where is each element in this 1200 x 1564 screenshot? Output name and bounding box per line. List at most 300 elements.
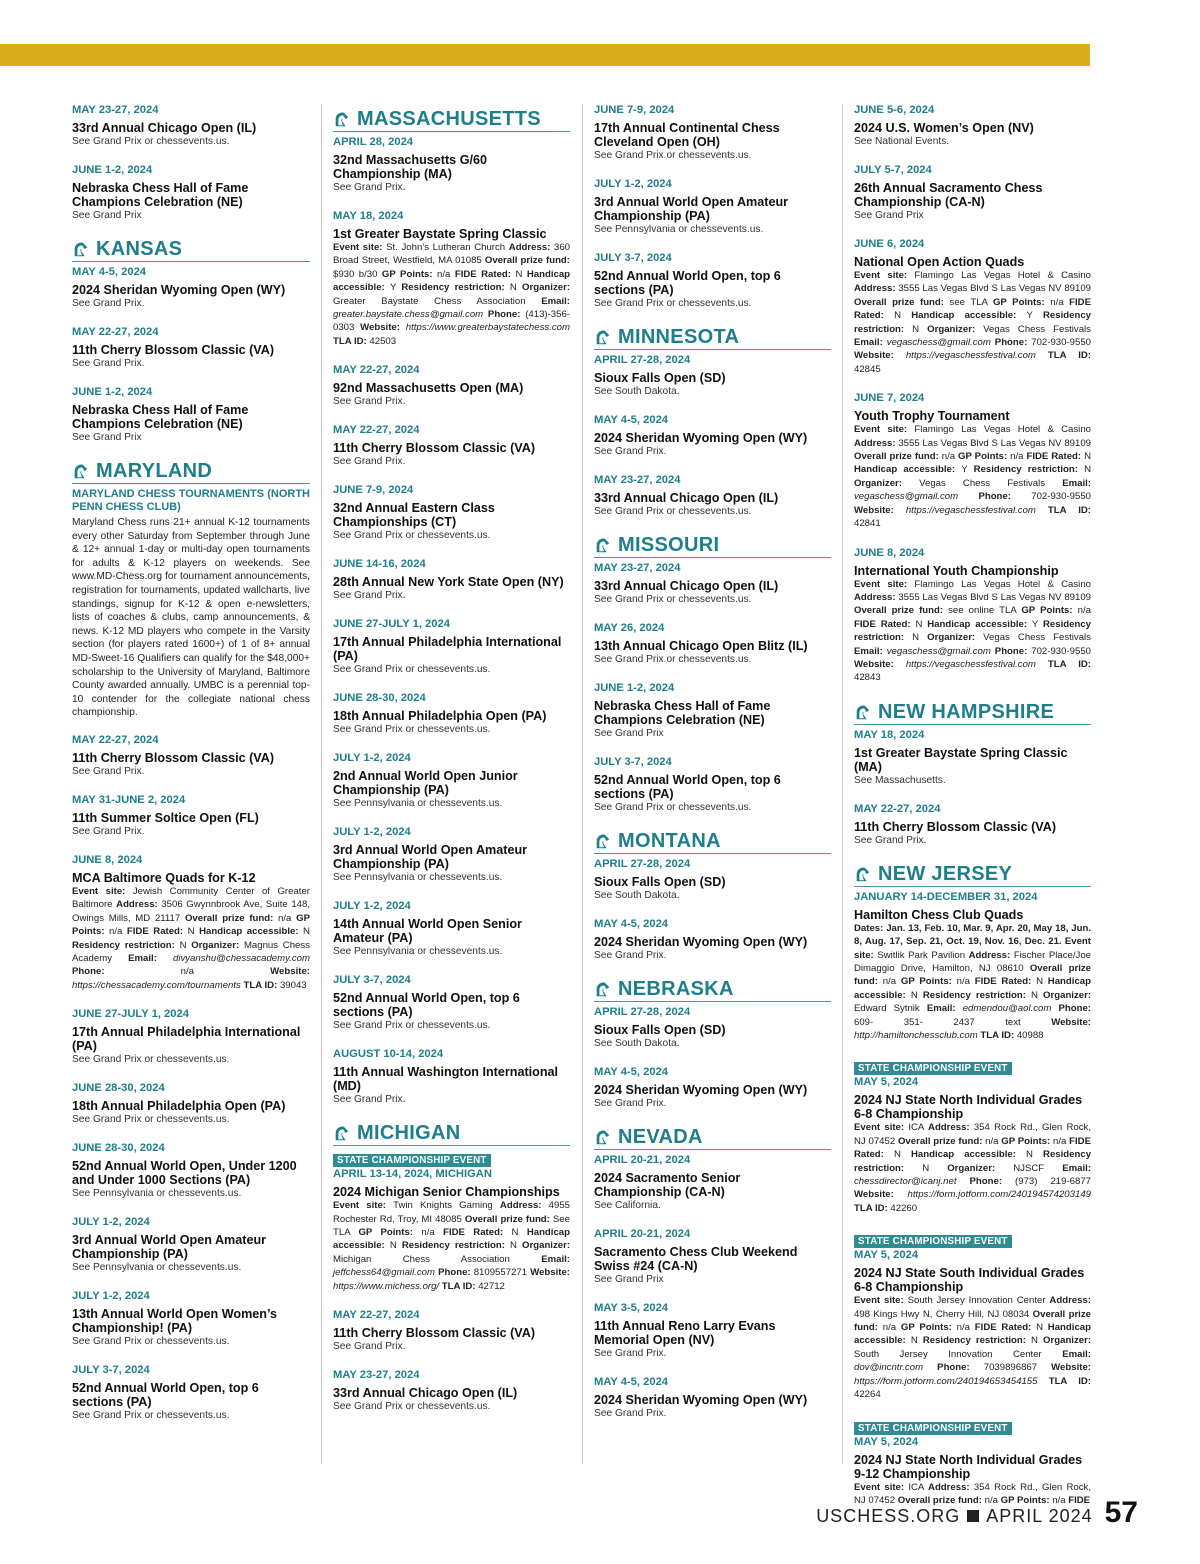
detail-text: n/a — [956, 976, 975, 988]
event-date: APRIL 27-28, 2024 — [594, 1006, 691, 1018]
event-date: JULY 1-2, 2024 — [333, 752, 411, 765]
detail-text: N — [511, 1227, 527, 1239]
detail-text: n/a — [1053, 1135, 1070, 1147]
event-listing — [594, 682, 831, 740]
event-title: MCA Baltimore Quads for K-12 — [72, 870, 256, 885]
detail-link[interactable]: https://vegaschessfestival.com — [905, 350, 1036, 362]
state-heading — [594, 830, 831, 854]
detail-text: n/a — [1077, 605, 1091, 617]
chess-knight-icon — [72, 240, 90, 258]
event-listing — [72, 1290, 310, 1348]
column-divider — [842, 104, 843, 1464]
chess-knight-icon — [333, 1124, 351, 1142]
event-title: 11th Annual Reno Larry Evans Memorial Open (NV) — [594, 1319, 776, 1347]
event-date: JUNE 28-30, 2024 — [72, 1142, 165, 1155]
header-accent-bar — [0, 44, 1090, 66]
event-date: MAY 4-5, 2024 — [594, 1376, 669, 1388]
state-heading — [333, 108, 570, 132]
event-date: MAY 3-5, 2024 — [594, 1302, 669, 1314]
event-title: 92nd Massachusetts Open (MA) — [333, 381, 524, 396]
event-listing — [594, 354, 831, 398]
detail-link[interactable]: https://form.jotform.com/240194574203149 — [907, 1189, 1091, 1201]
event-date: JUNE 27-JULY 1, 2024 — [72, 1008, 189, 1021]
event-reference-note: See Pennsylvania or chessevents.us. — [333, 946, 503, 958]
event-title: Sioux Falls Open (SD) — [594, 1023, 726, 1037]
detail-text: Edward Sytnik — [854, 1003, 927, 1015]
event-date: MAY 4-5, 2024 — [72, 266, 147, 278]
state-name: MINNESOTA — [618, 326, 740, 348]
event-date: APRIL 20-21, 2024 — [594, 1228, 691, 1240]
event-date: MAY 23-27, 2024 — [333, 1369, 420, 1382]
event-listing — [854, 803, 1091, 847]
detail-text: Organizer: — [191, 939, 244, 951]
detail-link[interactable]: https://vegaschessfestival.com — [905, 504, 1036, 516]
event-date: JANUARY 14-DECEMBER 31, 2024 — [854, 890, 1038, 903]
chess-knight-icon — [333, 110, 351, 128]
detail-text: Overall prize fund: — [484, 255, 570, 267]
detail-text: Residency restriction: — [854, 618, 1091, 644]
event-listing — [594, 858, 831, 902]
detail-text: GP Points: — [1000, 1494, 1053, 1506]
detail-link[interactable]: vegaschess@gmail.com — [886, 645, 991, 657]
event-reference-note: See Grand Prix. — [333, 182, 406, 193]
event-date: MAY 5, 2024 — [854, 1076, 919, 1089]
detail-link[interactable]: https://chessacademy.com/tournaments — [72, 979, 241, 991]
state-heading — [333, 1122, 570, 1146]
event-reference-note: See Grand Prix. — [333, 396, 406, 408]
event-date: JULY 1-2, 2024 — [333, 826, 411, 839]
event-reference-note: See Grand Prix — [594, 728, 664, 739]
detail-text: Flamingo Las Vegas Hotel & Casino — [914, 578, 1091, 590]
event-listing — [594, 474, 831, 518]
event-listing — [333, 1369, 570, 1413]
detail-text: TLA ID: — [980, 1030, 1017, 1041]
detail-text: Organizer: — [854, 477, 920, 489]
detail-text: Vegas Chess Festivals — [983, 323, 1091, 335]
detail-text: Michigan Chess Association — [333, 1253, 542, 1265]
detail-text: GP Points: — [900, 1322, 957, 1334]
event-title: 2024 Michigan Senior Championships — [333, 1185, 560, 1200]
detail-text: Website: — [854, 350, 906, 362]
event-listing — [854, 238, 1091, 376]
state-championship-badge: STATE CHAMPIONSHIP EVENT — [333, 1154, 491, 1167]
detail-text: 42845 — [854, 363, 881, 375]
event-date: MAY 4-5, 2024 — [594, 1066, 669, 1078]
detail-text: ICA — [908, 1481, 929, 1493]
event-reference-note: See Pennsylvania or chessevents.us. — [333, 872, 503, 884]
detail-link[interactable]: edmendou@aol.com — [962, 1003, 1052, 1015]
event-date: JULY 3-7, 2024 — [333, 974, 411, 987]
detail-link[interactable]: jeffchess64@gmail.com — [333, 1267, 435, 1279]
event-date: JUNE 28-30, 2024 — [333, 692, 426, 705]
event-reference-note: See South Dakota. — [594, 386, 680, 397]
detail-text: TLA ID: — [1047, 658, 1091, 670]
detail-text: N — [893, 1149, 911, 1161]
event-reference-note: See Grand Prix. — [594, 1348, 667, 1359]
intro-heading: MARYLAND CHESS TOURNAMENTS (NORTH PENN CHESS CLUB) — [72, 488, 310, 513]
event-reference-note: See Grand Prix. — [594, 1408, 667, 1419]
event-details — [72, 885, 310, 992]
event-listing — [594, 1154, 831, 1212]
detail-text: 3506 Gwynnbrook Ave, Suite 148, Owings Mills, MD 21117 — [72, 899, 311, 924]
detail-text: N — [179, 939, 192, 951]
event-reference-note: See Grand Prix or chessevents.us. — [72, 1336, 230, 1348]
detail-text: TLA ID: — [854, 1202, 891, 1214]
detail-link[interactable]: https://www.greaterbaystatechess.com — [405, 322, 570, 334]
detail-text: 39043 — [279, 979, 307, 991]
detail-text: n/a — [278, 912, 297, 924]
detail-text: Phone: — [72, 966, 181, 978]
event-title: Sioux Falls Open (SD) — [594, 371, 726, 385]
event-listing — [72, 1364, 310, 1422]
event-date: MAY 22-27, 2024 — [333, 424, 420, 437]
event-listing — [333, 900, 570, 958]
detail-text: 354 Rock Rd., Glen Rock, NJ 07452 — [854, 1122, 1091, 1147]
event-listing — [333, 210, 570, 348]
detail-text: n/a — [985, 1135, 1002, 1147]
detail-text: Website: — [270, 966, 310, 978]
detail-text: FIDE Rated: — [854, 618, 916, 630]
detail-link[interactable]: https://www.michess.org/ — [333, 1280, 440, 1292]
detail-text: Handicap accessible: — [199, 926, 304, 938]
detail-text: Website: — [1051, 1016, 1091, 1028]
event-date: APRIL 27-28, 2024 — [594, 354, 691, 366]
column-divider — [321, 104, 322, 1464]
state-name: NEBRASKA — [618, 978, 734, 1000]
event-listing — [854, 1231, 1091, 1401]
event-details — [854, 922, 1091, 1043]
event-details — [854, 1294, 1091, 1401]
state-championship-badge: STATE CHAMPIONSHIP EVENT — [854, 1062, 1012, 1075]
event-title: 1st Greater Baystate Spring Classic (MA) — [854, 745, 1068, 774]
detail-text: Email: — [1062, 477, 1091, 489]
event-listing — [594, 1228, 831, 1286]
detail-link[interactable]: divyanshu@chessacademy.com — [172, 952, 310, 964]
detail-text: ICA — [908, 1122, 929, 1134]
detail-text: Organizer: — [927, 323, 984, 335]
event-date: JUNE 7-9, 2024 — [333, 484, 414, 497]
detail-text: Phone: — [994, 337, 1032, 349]
detail-text: FIDE Rated: — [126, 926, 188, 938]
detail-text: Address: — [854, 591, 899, 603]
event-listing — [594, 918, 831, 962]
detail-text: n/a — [421, 1227, 444, 1239]
detail-text: TLA ID: — [1047, 504, 1091, 516]
detail-text: Overall prize fund: — [897, 1494, 985, 1506]
event-reference-note: See Pennsylvania or chessevents.us. — [594, 224, 764, 235]
detail-text: Email: — [854, 337, 887, 349]
event-date: JUNE 8, 2024 — [854, 546, 925, 559]
detail-text: Address: — [508, 242, 554, 253]
event-listing — [854, 891, 1091, 1043]
detail-text: Address: — [499, 1200, 549, 1212]
event-listing — [72, 1142, 310, 1200]
detail-text: Overall prize fund: — [854, 605, 949, 617]
detail-text: n/a — [941, 451, 959, 463]
event-reference-note: See Grand Prix. — [594, 1098, 667, 1109]
event-listing — [594, 252, 831, 310]
event-date: APRIL 20-21, 2024 — [594, 1154, 691, 1166]
footer-issue: APRIL 2024 — [986, 1506, 1093, 1526]
column-3 — [594, 104, 831, 1436]
detail-text — [1036, 505, 1048, 516]
detail-text: Vegas Chess Festivals — [983, 632, 1091, 644]
event-reference-note: See Grand Prix or chessevents.us. — [72, 1054, 230, 1066]
detail-text: N — [303, 926, 310, 938]
detail-text: Residency restriction: — [854, 1149, 1092, 1174]
detail-text: N — [510, 1240, 523, 1252]
event-reference-note: See Grand Prix or chessevents.us. — [333, 724, 491, 736]
event-title: 28th Annual New York State Open (NY) — [333, 575, 564, 590]
detail-text: Residency restriction: — [401, 1240, 511, 1252]
event-title: Youth Trophy Tournament — [854, 409, 1010, 424]
event-title: 32nd Massachusetts G/60 Championship (MA) — [333, 153, 487, 181]
event-reference-note: See Grand Prix or chessevents.us. — [72, 1410, 230, 1422]
event-date: JUNE 7, 2024 — [854, 392, 925, 405]
event-title: 11th Summer Soltice Open (FL) — [72, 810, 259, 825]
event-listing — [333, 618, 570, 676]
detail-text: South Jersey Innovation Center — [854, 1348, 1063, 1360]
detail-text: Phone: — [487, 309, 526, 321]
detail-text: $930 b/30 — [333, 268, 382, 280]
detail-text: Address: — [928, 1481, 974, 1493]
event-date: JUNE 14-16, 2024 — [333, 558, 426, 571]
detail-text: Event site: — [333, 1200, 394, 1212]
detail-text: Residency restriction: — [401, 282, 510, 294]
detail-text: FIDE Rated: — [974, 1322, 1037, 1334]
detail-text: Handicap accessible: — [854, 976, 1091, 1001]
event-reference-note: See South Dakota. — [594, 890, 680, 901]
event-reference-note: See Grand Prix. — [72, 825, 145, 837]
detail-text: Handicap accessible: — [927, 618, 1032, 630]
event-title: 11th Cherry Blossom Classic (VA) — [854, 819, 1057, 834]
event-date: MAY 23-27, 2024 — [594, 474, 681, 486]
event-title: Hamilton Chess Club Quads — [854, 907, 1024, 922]
detail-link[interactable]: vegaschess@gmail.com — [886, 337, 991, 349]
event-listing — [594, 562, 831, 606]
event-title: 33rd Annual Chicago Open (IL) — [333, 1386, 518, 1401]
event-title: 2024 Sacramento Senior Championship (CA-N) — [594, 1171, 741, 1199]
detail-text — [923, 1362, 937, 1373]
event-title: 2024 NJ State South Individual Grades 6-8 Championship — [854, 1266, 1085, 1295]
event-title: 2024 NJ State North Individual Grades 6-8 Championship — [854, 1093, 1083, 1122]
event-listing — [594, 622, 831, 666]
detail-link[interactable]: https://form.jotform.com/240194653454155 — [854, 1375, 1038, 1387]
event-title: 33rd Annual Chicago Open (IL) — [72, 121, 257, 135]
detail-text: Website: — [854, 504, 906, 516]
detail-text: n/a — [437, 268, 455, 280]
event-listing — [594, 178, 831, 236]
detail-text: FIDE — [1068, 1494, 1091, 1506]
event-listing — [854, 729, 1091, 787]
detail-link[interactable]: chessdirector@icanj.net — [854, 1176, 957, 1188]
state-heading — [854, 863, 1091, 887]
event-reference-note: See Grand Prix. — [72, 298, 145, 309]
detail-text: FIDE Rated: — [854, 296, 1091, 322]
event-reference-note: See Pennsylvania or chessevents.us. — [333, 798, 503, 810]
event-date: MAY 23-27, 2024 — [72, 104, 159, 116]
event-title: International Youth Championship — [854, 563, 1059, 578]
detail-text: 42712 — [478, 1280, 505, 1292]
detail-text: n/a — [1050, 296, 1070, 308]
detail-text: N — [915, 618, 928, 630]
event-details — [333, 241, 570, 348]
event-date: JULY 1-2, 2024 — [72, 1216, 150, 1229]
detail-text: 42841 — [854, 518, 881, 530]
event-listing — [333, 1048, 570, 1106]
event-reference-note: See Grand Prix or chessevents.us. — [594, 654, 752, 665]
detail-text: Address: — [928, 1122, 974, 1134]
event-reference-note: See Grand Prix or chessevents.us. — [333, 664, 491, 676]
event-title: 2024 Sheridan Wyoming Open (WY) — [594, 1083, 808, 1097]
event-reference-note: See Grand Prix — [72, 210, 142, 221]
event-date: MAY 18, 2024 — [333, 210, 404, 222]
event-date: AUGUST 10-14, 2024 — [333, 1048, 444, 1061]
event-title: 52nd Annual World Open, top 6 sections (PA) — [333, 991, 520, 1020]
event-date: JULY 5-7, 2024 — [854, 164, 932, 176]
state-name: MASSACHUSETTS — [357, 108, 541, 130]
event-listing — [333, 364, 570, 408]
event-listing — [72, 1082, 310, 1126]
event-listing — [72, 734, 310, 778]
event-title: 52nd Annual World Open, top 6 sections (PA) — [594, 269, 781, 297]
detail-text: Overall prize fund: — [897, 1135, 986, 1147]
event-date: JULY 3-7, 2024 — [72, 1364, 150, 1377]
detail-text: n/a — [984, 1494, 1001, 1506]
column-2 — [333, 104, 570, 1429]
chess-knight-icon — [594, 536, 612, 554]
detail-text: N — [912, 323, 928, 335]
event-listing — [333, 1150, 570, 1293]
event-reference-note: See Grand Prix. — [854, 834, 927, 846]
event-title: 2024 Sheridan Wyoming Open (WY) — [594, 1393, 808, 1407]
detail-text: n/a — [882, 1322, 901, 1334]
detail-text: Handicap accessible: — [910, 1149, 1027, 1161]
state-name: KANSAS — [96, 238, 183, 260]
event-title: 52nd Annual World Open, top 6 sections (PA) — [72, 1381, 259, 1410]
event-title: 18th Annual Philadelphia Open (PA) — [333, 709, 547, 724]
detail-text: GP Points: — [1001, 1135, 1054, 1147]
detail-text: Organizer: — [947, 1162, 1014, 1174]
detail-text: Fischer Place/Joe Dimaggio Drive, Hamilton, NJ 08610 — [854, 949, 1091, 974]
event-date: MAY 22-27, 2024 — [333, 364, 420, 377]
event-title: 2nd Annual World Open Junior Championship (PA) — [333, 769, 518, 798]
detail-text: Event site: — [854, 1295, 908, 1307]
event-listing — [594, 756, 831, 814]
event-date: JUNE 28-30, 2024 — [72, 1082, 165, 1095]
state-name: MONTANA — [618, 830, 721, 852]
detail-text: Flamingo Las Vegas Hotel & Casino — [914, 270, 1091, 281]
event-date: APRIL 27-28, 2024 — [594, 858, 691, 870]
event-reference-note: See Grand Prix or chessevents.us. — [333, 1020, 491, 1032]
detail-text: GP Points: — [1021, 605, 1078, 617]
chess-knight-icon — [854, 703, 872, 721]
footer-site[interactable]: USCHESS.ORG — [816, 1506, 961, 1526]
event-date: MAY 22-27, 2024 — [72, 733, 159, 746]
detail-text: Phone: — [438, 1267, 474, 1279]
detail-text: Email: — [128, 952, 173, 964]
event-date: JULY 1-2, 2024 — [333, 900, 411, 913]
detail-text: 42503 — [369, 335, 397, 347]
event-title: 18th Annual Philadelphia Open (PA) — [72, 1099, 286, 1114]
detail-link[interactable]: http://hamiltonchessclub.com — [854, 1030, 978, 1041]
detail-text: 360 Broad Street, Westfield, MA 01085 — [333, 242, 570, 267]
event-reference-note: See Grand Prix — [594, 1274, 664, 1285]
detail-text: Vegas Chess Festivals — [919, 477, 1063, 489]
detail-text: N — [1031, 989, 1044, 1001]
event-reference-note: See Grand Prix or chessevents.us. — [594, 150, 752, 161]
event-date: MAY 22-27, 2024 — [333, 1309, 420, 1322]
event-title: National Open Action Quads — [854, 255, 1025, 269]
detail-text: Handicap accessible: — [911, 310, 1027, 322]
detail-text: 702-930-9550 — [1031, 491, 1091, 503]
event-reference-note: See Grand Prix — [72, 432, 142, 443]
event-listing — [854, 164, 1091, 222]
detail-text: Organizer: — [927, 632, 984, 644]
event-listing — [72, 386, 310, 444]
event-date: JUNE 1-2, 2024 — [72, 386, 153, 398]
detail-link[interactable]: vegaschess@gmail.com — [854, 491, 959, 503]
event-title: Nebraska Chess Hall of Fame Champions Celebration (NE) — [72, 181, 249, 209]
detail-link[interactable]: dov@incntr.com — [854, 1362, 924, 1374]
state-heading — [72, 460, 310, 484]
detail-text: Website: — [530, 1267, 570, 1279]
event-title: 17th Annual Philadelphia International (PA) — [333, 635, 562, 664]
event-title: Nebraska Chess Hall of Fame Champions Celebration (NE) — [594, 699, 771, 727]
event-date: JUNE 1-2, 2024 — [72, 164, 153, 176]
detail-text: Overall prize fund: — [854, 1308, 1091, 1334]
event-date: APRIL 28, 2024 — [333, 136, 414, 148]
event-title: 2024 U.S. Women’s Open (NV) — [854, 121, 1034, 135]
event-title: 26th Annual Sacramento Chess Championship (CA-N) — [854, 181, 1043, 209]
detail-link[interactable]: https://vegaschessfestival.com — [905, 658, 1036, 670]
detail-text: 3555 Las Vegas Blvd S Las Vegas NV 89109 — [898, 283, 1092, 295]
state-heading — [854, 701, 1091, 725]
detail-text: Address: — [854, 437, 899, 449]
detail-text: Organizer: — [522, 282, 571, 294]
event-listing — [333, 136, 570, 194]
event-title: Nebraska Chess Hall of Fame Champions Celebration (NE) — [72, 403, 249, 431]
detail-text: 498 Kings Hwy N, Cherry Hill, NJ 08034 — [854, 1308, 1033, 1320]
detail-text: South Jersey Innovation Center — [907, 1295, 1050, 1307]
event-title: 33rd Annual Chicago Open (IL) — [594, 579, 779, 593]
state-name: NEW JERSEY — [878, 862, 1013, 885]
event-details — [333, 1199, 570, 1293]
state-name: MICHIGAN — [357, 1122, 461, 1145]
event-title: 32nd Annual Eastern Class Championships (CT) — [333, 501, 495, 530]
event-date: JUNE 8, 2024 — [72, 853, 143, 866]
event-title: 11th Cherry Blossom Classic (VA) — [333, 1326, 536, 1341]
detail-text: N — [1026, 1149, 1044, 1161]
detail-text: GP Points: — [958, 451, 1011, 463]
event-reference-note: See Grand Prix or chessevents.us. — [594, 298, 752, 309]
detail-text: n/a — [109, 926, 127, 938]
detail-text: NJSCF — [1013, 1162, 1063, 1174]
state-name: MISSOURI — [618, 534, 720, 556]
detail-text: Event site: — [854, 1122, 909, 1134]
event-listing — [333, 558, 570, 602]
detail-link[interactable]: greater.baystate.chess@gmail.com — [333, 309, 484, 321]
chess-knight-icon — [854, 865, 872, 883]
chess-knight-icon — [594, 980, 612, 998]
detail-text — [1037, 1376, 1048, 1387]
detail-text: N — [389, 1240, 402, 1252]
event-date: JUNE 6, 2024 — [854, 238, 925, 250]
footer-separator-square — [967, 1510, 979, 1522]
event-reference-note: See Grand Prix. — [333, 1341, 406, 1353]
event-title: 52nd Annual World Open, Under 1200 and Under 1000 Sections (PA) — [72, 1159, 297, 1188]
intro-text: Maryland Chess runs 21+ annual K-12 tournaments every other Saturday from September through June & 12+ annual 1-day or multi-day open tournaments for adults & K-12 players on weekends. See www.MD-Chess.org for tournament announcements, registration for tournaments, updated wallcharts, live standings, signup for K-12 & open e-newsletters, lists of coaches & clubs, camp announcements, & news. K-12 MD players who compete in the Varsity section (for players rated 1600+) of 1 of 8+ annual MD-Sweet-16 Qualifiers can qualify for the $48,000+ scholarship to the University of Maryland, Baltimore County awarded annually. UMBC is a perennial top-10 contender for the collegiate national chess championship. — [72, 517, 310, 719]
